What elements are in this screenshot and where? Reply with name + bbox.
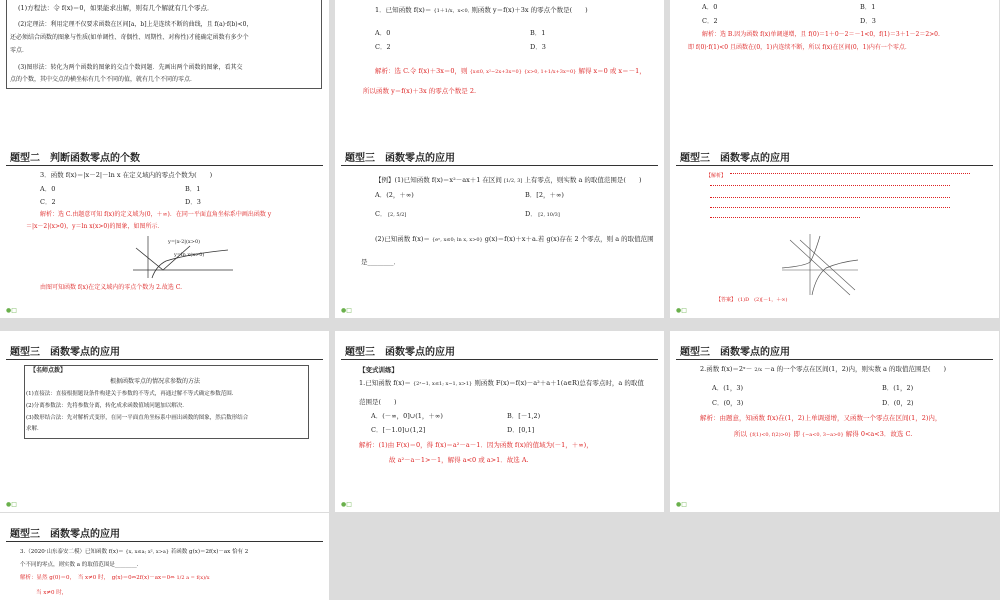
slide-title: 题型三 函数零点的应用	[10, 347, 120, 358]
slide-thumbnail-7[interactable]	[0, 331, 329, 512]
fraction: 2/x	[754, 367, 763, 373]
option-label: C．	[375, 210, 387, 218]
tip-line: (1)直接法：直接根据题设条件构建关于参数的不等式，再通过解不等式确定参数范围．	[26, 391, 238, 397]
option-a[interactable]: A．(－∞，0]∪(1，＋∞)	[371, 412, 443, 420]
question-prefix: (2)已知函数 f(x)＝	[375, 235, 430, 243]
solution-text: 所以函数 y＝f(x)＋3x 的零点个数是 2.	[363, 87, 477, 95]
option-a[interactable]: A．(2，＋∞)	[375, 191, 414, 199]
tip-line: 求解．	[26, 426, 43, 432]
title-divider	[341, 359, 658, 360]
option-b[interactable]: B．1	[860, 3, 876, 11]
option-d[interactable]: D． [2, 10/3]	[525, 210, 560, 218]
option-d[interactable]: D．(0，2)	[882, 399, 914, 407]
solution-blurred-text	[730, 173, 970, 180]
graph-label: y=ln x(x>0)	[174, 252, 205, 258]
option-b[interactable]: B．[－1,2)	[507, 412, 541, 420]
exercise-tag: 【变式训练】	[359, 366, 398, 374]
fraction: 1/2 a = f(x)/x	[176, 575, 210, 581]
piecewise-function: {2ˣ−1, x≤1; x−1, x>1}	[413, 381, 473, 387]
option-c[interactable]: C． [2, 5/2]	[375, 210, 407, 218]
option-a[interactable]: A．0	[702, 3, 718, 11]
piecewise-system: {x≤0, x²−2x+3x=0}	[469, 69, 522, 75]
option-c[interactable]: C．2	[702, 17, 718, 25]
question-text: 3．函数 f(x)＝|x－2|－ln x 在定义域内的零点个数为( )	[40, 171, 213, 179]
question-text: 范围是( )	[359, 398, 397, 406]
solution-mid: 即	[793, 430, 800, 438]
slide-marker-icon: ●□	[341, 501, 352, 508]
tip-box-heading: 根据函数零点的情况求参数的方法	[110, 378, 201, 385]
option-c[interactable]: C．2	[40, 198, 56, 206]
question-text	[359, 378, 644, 389]
option-c[interactable]: C．(0，3)	[712, 399, 744, 407]
option-c[interactable]: C．[－1.0]∪(1,2]	[371, 426, 426, 434]
option-b[interactable]: B．1	[185, 185, 201, 193]
solution-prefix: 所以	[734, 430, 747, 438]
option-a[interactable]: A．(1，3)	[712, 384, 744, 392]
slide-marker-icon: ●□	[6, 501, 17, 508]
tip-line: (3)数形结合法：先对解析式变形，在同一平面直角坐标系中画出函数的图象，然后数形结合	[26, 415, 249, 421]
solution-suffix: 解得 x＝0 或 x＝－1，	[578, 67, 646, 75]
option-c[interactable]: C．2	[375, 43, 391, 51]
question-prefix: 1．已知函数 f(x)＝	[375, 6, 432, 14]
question-suffix: 若函数 g(x)＝2f(x)－ax 恰有 2	[170, 549, 249, 555]
question-text	[375, 234, 654, 245]
solution-blurred-text	[710, 185, 950, 192]
option-b[interactable]: B．1	[530, 29, 546, 37]
slide-title: 题型三 函数零点的应用	[10, 529, 120, 540]
question-text: 是________．	[361, 258, 400, 266]
slide-marker-icon: ●□	[341, 307, 352, 314]
option-b[interactable]: B．(1，2)	[882, 384, 914, 392]
question-prefix: 3.（2020·山东泰安二模）已知函数 f(x)＝	[20, 549, 124, 555]
option-d[interactable]: D．3	[860, 17, 876, 25]
question-text	[375, 175, 642, 186]
title-divider	[341, 165, 658, 166]
answer-tag: 【答案】	[716, 297, 737, 303]
solution-prefix: 解析：显然 g(0)＝0， 当 x≠0 时， g(x)＝0⇔2f(x)－ax＝0⇔	[20, 575, 175, 581]
question-suffix: 则函数 F(x)＝f(x)－a²＋a＋1(a∈R)总有零点时，a 的取值	[474, 379, 644, 387]
option-a[interactable]: A．0	[40, 185, 56, 193]
option-b[interactable]: B．[2，＋∞)	[525, 191, 564, 199]
question-text	[20, 547, 248, 557]
question-suffix: 则函数 y＝f(x)＋3x 的零点个数是( )	[471, 6, 588, 14]
solution-prefix: 解析：选 C.令 f(x)＋3x＝0，则	[375, 67, 468, 75]
option-a[interactable]: A．0	[375, 29, 391, 37]
slide-title: 题型三 函数零点的应用	[680, 347, 790, 358]
option-label: D．	[525, 210, 537, 218]
tip-line: (2)分离参数法：先将参数分离，转化成求函数值域问题加以解决．	[26, 403, 188, 409]
slide-title: 题型三 函数零点的应用	[345, 347, 455, 358]
option-d[interactable]: D．3	[530, 43, 546, 51]
slide-title: 题型三 函数零点的应用	[680, 153, 790, 164]
question-prefix: 2.函数 f(x)＝2ˣ－	[700, 365, 753, 373]
slide-title: 题型三 函数零点的应用	[345, 153, 455, 164]
question-suffix: －a 的一个零点在区间(1，2)内，则实数 a 的取值范围是( )	[764, 365, 947, 373]
solution-text: 解析：选 B.因为函数 f(x)单调递增，且 f(0)＝1＋0－2＝－1<0，f(1)＝3＋1－2＝2>0.	[702, 31, 940, 38]
question-prefix: 【例】(1)已知函数 f(x)＝x²－ax＋1 在区间	[375, 176, 502, 184]
solution-suffix: 解得 0<a<3．故选 C.	[845, 430, 913, 438]
solution-text: 解析：选 C.由题意可知 f(x)的定义域为(0，＋∞)．在同一平面直角坐标系中画出函数 y	[40, 211, 272, 218]
solution-text: 故 a²－a－1>－1，解得 a<0 或 a>1．故选 A.	[389, 456, 529, 464]
slide-marker-icon: ●□	[676, 307, 687, 314]
question-text: 个不同的零点，则实数 a 的取值范围是________．	[20, 562, 143, 568]
title-divider	[676, 359, 993, 360]
piecewise-function: {eˣ, x≤0; ln x, x>0}	[432, 237, 483, 243]
solution-tag: 【解析】	[706, 173, 727, 179]
text-line: 零点．	[10, 47, 29, 54]
solution-text	[375, 66, 646, 77]
title-divider	[676, 165, 993, 166]
solution-blurred-text	[710, 207, 950, 214]
graph-label: y=|x-2|(x>0)	[168, 239, 201, 245]
option-d[interactable]: D．3	[185, 198, 201, 206]
question-text	[375, 5, 588, 16]
title-divider	[6, 165, 323, 166]
slide-marker-icon: ●□	[676, 501, 687, 508]
question-prefix: 1.已知函数 f(x)＝	[359, 379, 411, 387]
solution-text: 即 f(0)·f(1)<0 且函数在(0，1)内连续不断，所以 f(x)在区间(0，1)内有一个零点．	[688, 44, 911, 51]
solution-text	[20, 573, 210, 583]
solution-text	[36, 588, 67, 598]
slide-marker-icon: ●□	[6, 307, 17, 314]
slide-thumbnail-6[interactable]	[670, 137, 999, 318]
function-graph	[780, 232, 860, 297]
option-d[interactable]: D．[0,1]	[507, 426, 535, 434]
solution-prefix: 当 x≠0 时，	[36, 590, 68, 596]
slide-thumbnail-9[interactable]	[670, 331, 999, 512]
inequality-system: {−a<0, 3−a>0}	[801, 432, 844, 438]
text-line: (3)图形法：转化为两个函数的图象的交点个数问题．先画出两个函数的图象，看其交	[18, 64, 243, 71]
piecewise-system: {x>0, 1+1/x+3x=0}	[524, 69, 577, 75]
interval-notation: [1/2, 3]	[504, 178, 523, 184]
tip-box-title: 【名师点拨】	[30, 367, 67, 374]
solution-blurred-text	[710, 217, 860, 224]
slide-thumbnail-8[interactable]	[335, 331, 664, 512]
slide-thumbnail-5[interactable]	[335, 137, 664, 318]
solution-text	[734, 429, 912, 440]
slide-thumbnail-4[interactable]	[0, 137, 329, 318]
content-frame	[6, 0, 322, 89]
text-line: (1)方程法：令 f(x)＝0，如果能求出解，则有几个解就有几个零点．	[18, 4, 214, 12]
piecewise-function: {1＋1/x，x<0,	[433, 8, 470, 14]
solution-text: 解析：(1)由 F(x)＝0，得 f(x)＝a²－a－1．因为函数 f(x)的值域为(－1，＋∞)，	[359, 441, 593, 449]
inequality-system: {f(1)<0, f(2)>0}	[749, 432, 792, 438]
solution-text: 由图可知函数 f(x)在定义域内的零点个数为 2.故选 C.	[40, 284, 183, 291]
slide-title: 题型二 判断函数零点的个数	[10, 153, 140, 164]
question-suffix: g(x)＝f(x)＋x＋a.若 g(x)存在 2 个零点，则 a 的取值范围	[484, 235, 654, 243]
answer-text: (1)D (2)[－1，＋∞)	[738, 297, 788, 303]
solution-text: 解析：由题意，知函数 f(x)在(1，2)上单调递增，又函数一个零点在区间(1，2)内，	[700, 414, 942, 422]
piecewise-function: {x, x≤a; x², x>a}	[125, 549, 170, 555]
question-text	[700, 364, 946, 375]
question-suffix: 上有零点，则实数 a 的取值范围是( )	[524, 176, 642, 184]
text-line: 还必须结合函数的图象与性质(如单调性、奇偶性、周期性、对称性)才能确定函数有多少个	[10, 34, 249, 41]
text-line: 点的个数，其中交点的横坐标有几个不同的值，就有几个不同的零点．	[10, 76, 197, 83]
title-divider	[6, 359, 323, 360]
slide-thumbnail-10[interactable]	[0, 513, 329, 600]
solution-text: ＝|x－2|(x>0)，y＝ln x(x>0)的图象，如图所示．	[26, 223, 164, 230]
solution-blurred-text	[710, 197, 950, 204]
text-line: (2)定理法：利用定理不仅要求函数在区间[a，b]上是连续不断的曲线，且 f(a)·f(b)<0，	[18, 21, 253, 28]
title-divider	[6, 541, 323, 542]
